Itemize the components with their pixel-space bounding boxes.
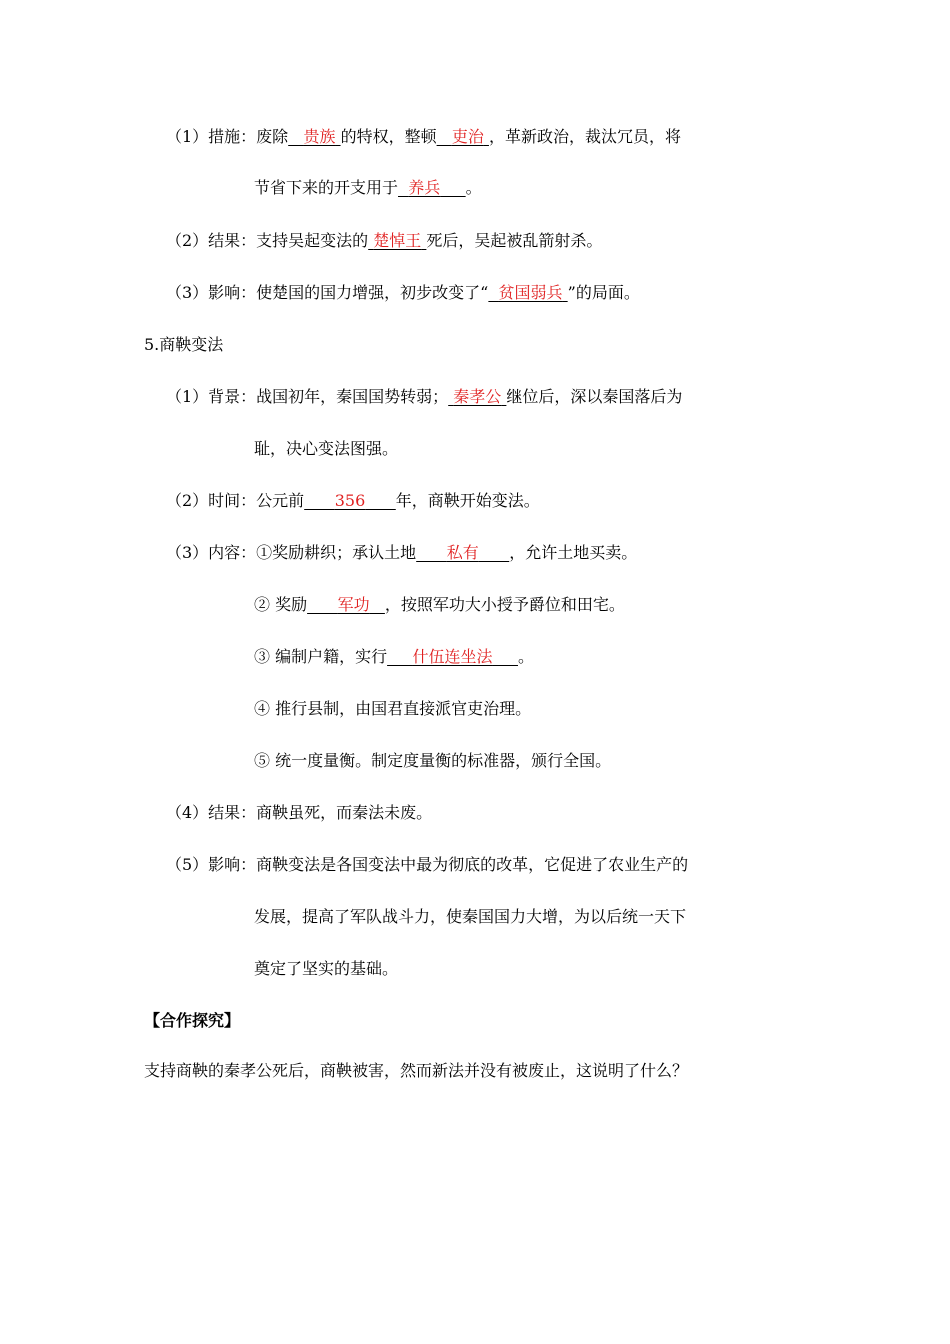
shang-background-suffix: 继位后，深以秦国落后为 <box>506 387 683 406</box>
shang-background-line-2: 耻，决心变法图强。 <box>254 439 399 458</box>
chu-measures-prefix: （1）措施：废除 <box>166 127 289 146</box>
shang-background-line-1 <box>166 386 682 408</box>
answer-duke: 秦孝公 <box>453 387 502 406</box>
chu-result-suffix: 死后，吴起被乱箭射杀。 <box>426 231 603 250</box>
shang-heading: 5.商鞅变法 <box>144 335 224 354</box>
shang-time-suffix: 年，商鞅开始变法。 <box>395 491 540 510</box>
shang-content-1-prefix: （3）内容：①奖励耕织；承认土地 <box>166 543 417 562</box>
shang-content-line-4: ④ 推行县制，由国君直接派官吏治理。 <box>254 699 532 718</box>
chu-measures-mid: 的特权，整顿 <box>340 127 437 146</box>
blank-private <box>416 543 509 562</box>
chu-impact-suffix: ”的局面。 <box>567 283 640 302</box>
shang-content-line-1 <box>166 542 637 564</box>
chu-measures-suffix: ，革新政治，裁汰冗员，将 <box>488 127 681 146</box>
shang-content-3-suffix: 。 <box>517 647 534 666</box>
shang-time-line <box>166 490 540 512</box>
chu-result-line <box>166 230 602 252</box>
shang-content-2-prefix: ② 奖励 <box>254 595 308 614</box>
shang-content-1-suffix: ，允许土地买卖。 <box>509 543 638 562</box>
answer-merit: 军功 <box>337 595 370 614</box>
chu-measures-2-suffix: 。 <box>465 178 482 197</box>
shang-result-line: （4）结果：商鞅虽死，而秦法未废。 <box>166 803 433 822</box>
blank-collective <box>387 647 518 666</box>
shang-content-line-2 <box>254 594 625 616</box>
shang-time-prefix: （2）时间：公元前 <box>166 491 305 510</box>
shang-content-line-5: ⑤ 统一度量衡。制定度量衡的标准器，颁行全国。 <box>254 751 612 770</box>
blank-year <box>304 491 396 510</box>
answer-collective: 什伍连坐法 <box>412 647 493 666</box>
explore-question: 支持商鞅的秦孝公死后，商鞅被害，然而新法并没有被废止，这说明了什么？ <box>144 1061 689 1080</box>
blank-nobles <box>288 127 340 146</box>
shang-content-2-suffix: ，按照军功大小授予爵位和田宅。 <box>384 595 625 614</box>
blank-officials <box>437 127 489 146</box>
blank-king <box>368 231 426 250</box>
answer-officials: 吏治 <box>451 127 484 146</box>
blank-poor-weak <box>488 283 567 302</box>
answer-king: 楚悼王 <box>373 231 422 250</box>
chu-measures-line-2 <box>254 177 482 199</box>
shang-impact-line-3: 奠定了坚实的基础。 <box>254 959 399 978</box>
chu-measures-2-prefix: 节省下来的开支用于 <box>254 178 399 197</box>
answer-army: 养兵 <box>408 178 441 197</box>
answer-nobles: 贵族 <box>303 127 336 146</box>
answer-year: 356 <box>334 491 366 510</box>
chu-impact-prefix: （3）影响：使楚国的国力增强，初步改变了“ <box>166 283 489 302</box>
shang-impact-line-1: （5）影响：商鞅变法是各国变法中最为彻底的改革，它促进了农业生产的 <box>166 855 689 874</box>
blank-duke <box>448 387 506 406</box>
blank-merit <box>307 595 385 614</box>
shang-content-3-prefix: ③ 编制户籍，实行 <box>254 647 388 666</box>
chu-result-prefix: （2）结果：支持吴起变法的 <box>166 231 369 250</box>
chu-measures-line-1 <box>166 126 681 148</box>
shang-content-line-3 <box>254 646 534 668</box>
shang-impact-line-2: 发展，提高了军队战斗力，使秦国国力大增，为以后统一天下 <box>254 907 687 926</box>
answer-poor-weak: 贫国弱兵 <box>498 283 563 302</box>
shang-background-prefix: （1）背景：战国初年，秦国国势转弱； <box>166 387 449 406</box>
explore-heading: 【合作探究】 <box>144 1011 241 1030</box>
blank-army <box>398 178 466 197</box>
chu-impact-line <box>166 282 640 304</box>
answer-private: 私有 <box>446 543 479 562</box>
